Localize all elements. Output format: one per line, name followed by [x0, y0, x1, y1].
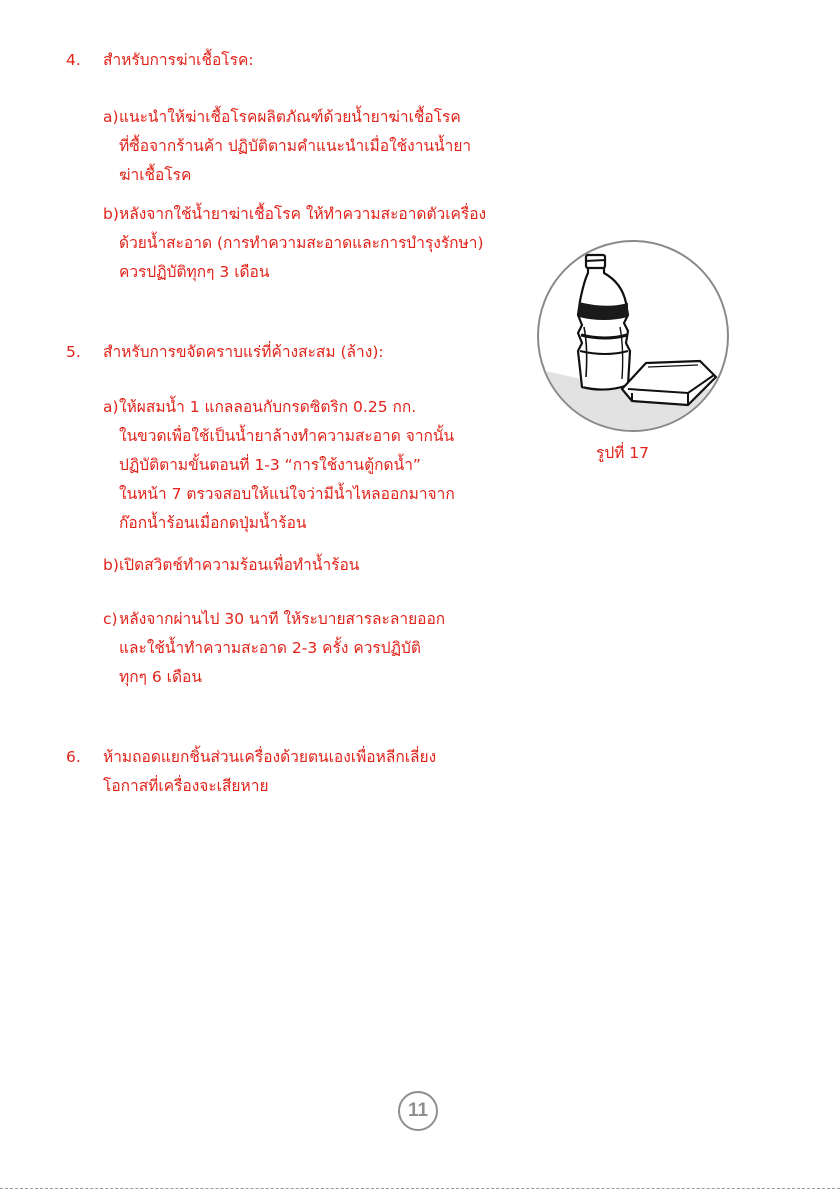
item-line: ทุกๆ 6 เดือน [119, 668, 202, 686]
item-text [119, 103, 471, 190]
item-line: ในขวดเพื่อใช้เป็นน้ำยาล้างทำความสะอาด จากนั้น [119, 427, 455, 445]
section-4-heading: สำหรับการฆ่าเชื้อโรค: [103, 51, 254, 69]
bottom-dashed-rule [0, 1188, 840, 1189]
figure-17-svg [536, 239, 730, 433]
item-label: b) [103, 205, 119, 223]
section-5-number: 5. [66, 343, 81, 361]
item-label: a) [103, 108, 119, 126]
item-line: ให้ผสมน้ำ 1 แกลลอนกับกรดซิตริก 0.25 กก. [119, 398, 417, 416]
item-label: b) [103, 556, 119, 574]
item-text [119, 200, 486, 287]
item-line: ที่ซื้อจากร้านค้า ปฏิบัติตามคำแนะนำเมื่อใช้งานน้ำยา [119, 137, 472, 155]
item-line: ในหน้า 7 ตรวจสอบให้แน่ใจว่ามีน้ำไหลออกมาจาก [119, 485, 455, 503]
section-6-number: 6. [66, 748, 81, 766]
item-line: ฆ่าเชื้อโรค [119, 166, 192, 184]
section-4-number: 4. [66, 51, 81, 69]
item-text [119, 551, 359, 580]
section-6-line: โอกาสที่เครื่องจะเสียหาย [103, 777, 269, 795]
item-line: ก๊อกน้ำร้อนเมื่อกดปุ่มน้ำร้อน [119, 514, 307, 532]
item-line: หลังจากผ่านไป 30 นาที ให้ระบายสารละลายออก [119, 610, 446, 628]
item-text [119, 605, 445, 692]
item-line: ปฏิบัติตามขั้นตอนที่ 1-3 “การใช้งานตู้กดน้ำ” [119, 456, 421, 474]
figure-caption: รูปที่ 17 [596, 444, 650, 462]
item-line: หลังจากใช้น้ำยาฆ่าเชื้อโรค ให้ทำความสะอาดตัวเครื่อง [119, 205, 487, 223]
bottle-and-box-illustration [536, 239, 730, 433]
item-text [119, 393, 455, 538]
item-label: a) [103, 398, 119, 416]
section-6-text [103, 743, 436, 801]
section-6-line: ห้ามถอดแยกชิ้นส่วนเครื่องด้วยตนเองเพื่อหลีกเลี่ยง [103, 748, 437, 766]
item-label: c) [103, 610, 118, 628]
section-5-heading: สำหรับการขจัดคราบแร่ที่ค้างสะสม (ล้าง): [103, 343, 384, 361]
page-number-badge: 11 [398, 1091, 438, 1131]
item-line: เปิดสวิตช์ทำความร้อนเพื่อทำน้ำร้อน [119, 556, 360, 574]
item-line: และใช้น้ำทำความสะอาด 2-3 ครั้ง ควรปฏิบัติ [119, 639, 421, 657]
item-line: แนะนำให้ฆ่าเชื้อโรคผลิตภัณฑ์ด้วยน้ำยาฆ่าเชื้อโรค [119, 108, 461, 126]
item-line: ควรปฏิบัติทุกๆ 3 เดือน [119, 263, 270, 281]
item-line: ด้วยน้ำสะอาด (การทำความสะอาดและการบำรุงรักษา) [119, 234, 484, 252]
